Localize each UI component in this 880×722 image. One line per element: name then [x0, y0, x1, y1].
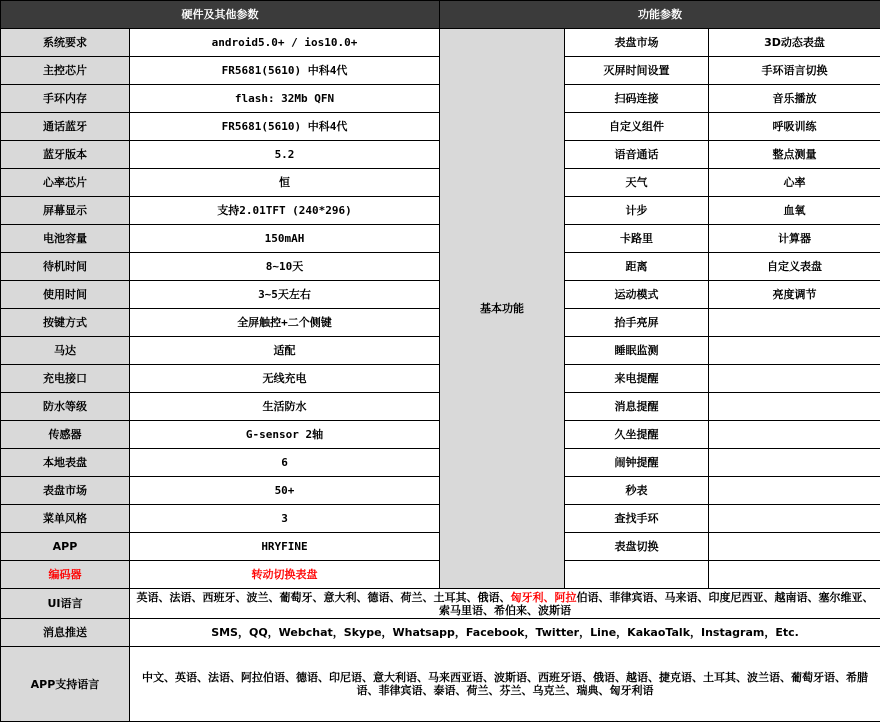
spec-row — [1, 29, 880, 57]
spec-value: 3 — [130, 505, 440, 533]
feature-item — [709, 421, 880, 449]
spec-value: android5.0+ / ios10.0+ — [130, 29, 440, 57]
spec-value: 生活防水 — [130, 393, 440, 421]
hardware-header: 硬件及其他参数 — [1, 1, 440, 29]
spec-label: 按键方式 — [1, 309, 130, 337]
spec-label: 主控芯片 — [1, 57, 130, 85]
feature-item — [709, 365, 880, 393]
spec-value: flash: 32Mb QFN — [130, 85, 440, 113]
app-language-label: APP支持语言 — [1, 647, 130, 722]
spec-label: 充电接口 — [1, 365, 130, 393]
spec-label: 使用时间 — [1, 281, 130, 309]
spec-label: 系统要求 — [1, 29, 130, 57]
ui-language-label: UI语言 — [1, 589, 130, 619]
ui-language-text: 英语、法语、西班牙、波兰、葡萄牙、意大利、德语、荷兰、土耳其、俄语、 — [137, 591, 511, 604]
spec-label: 防水等级 — [1, 393, 130, 421]
ui-language-value — [130, 589, 880, 619]
spec-value: 150mAH — [130, 225, 440, 253]
feature-item: 扫码连接 — [565, 85, 709, 113]
spec-value: 无线充电 — [130, 365, 440, 393]
spec-value: 3~5天左右 — [130, 281, 440, 309]
feature-item — [709, 477, 880, 505]
spec-label: 手环内存 — [1, 85, 130, 113]
feature-item: 睡眠监测 — [565, 337, 709, 365]
spec-value: 8~10天 — [130, 253, 440, 281]
push-row — [1, 619, 880, 647]
ui-language-text-rest: 伯语、菲律宾语、马来语、印度尼西亚、越南语、塞尔维亚、索马里语、希伯来、波斯语 — [439, 591, 874, 617]
spec-label: 编码器 — [1, 561, 130, 589]
spec-label: 待机时间 — [1, 253, 130, 281]
spec-value: 6 — [130, 449, 440, 477]
ui-language-row — [1, 589, 880, 619]
spec-value: FR5681(5610) 中科4代 — [130, 57, 440, 85]
spec-label: 蓝牙版本 — [1, 141, 130, 169]
spec-label: 电池容量 — [1, 225, 130, 253]
feature-item — [565, 561, 709, 589]
feature-item: 亮度调节 — [709, 281, 880, 309]
spec-value: 5.2 — [130, 141, 440, 169]
spec-value: FR5681(5610) 中科4代 — [130, 113, 440, 141]
feature-item — [709, 561, 880, 589]
spec-label: 表盘市场 — [1, 477, 130, 505]
app-language-value: 中文、英语、法语、阿拉伯语、德语、印尼语、意大利语、马来西亚语、波斯语、西班牙语、俄语、越语、捷克语、土耳其、波兰语、葡萄牙语、希腊语、菲律宾语、泰语、荷兰、芬兰、乌克兰、瑞典、匈牙利语 — [130, 647, 880, 722]
push-label: 消息推送 — [1, 619, 130, 647]
spec-label: 屏幕显示 — [1, 197, 130, 225]
feature-item: 计算器 — [709, 225, 880, 253]
app-language-row — [1, 647, 880, 722]
feature-item — [709, 533, 880, 561]
feature-item: 闹钟提醒 — [565, 449, 709, 477]
spec-value: 50+ — [130, 477, 440, 505]
feature-item: 计步 — [565, 197, 709, 225]
feature-item: 手环语言切换 — [709, 57, 880, 85]
spec-value: HRYFINE — [130, 533, 440, 561]
feature-item: 卡路里 — [565, 225, 709, 253]
feature-item: 自定义组件 — [565, 113, 709, 141]
spec-value: 全屏触控+二个侧键 — [130, 309, 440, 337]
feature-item: 查找手环 — [565, 505, 709, 533]
push-value: SMS，QQ，Webchat，Skype，Whatsapp，Facebook，Twitter，Line，KakaoTalk，Instagram，Etc. — [130, 619, 880, 647]
feature-item: 距离 — [565, 253, 709, 281]
spec-value: 适配 — [130, 337, 440, 365]
feature-item: 运动模式 — [565, 281, 709, 309]
spec-label: 本地表盘 — [1, 449, 130, 477]
feature-item: 灭屏时间设置 — [565, 57, 709, 85]
spec-value: 转动切换表盘 — [130, 561, 440, 589]
feature-item — [709, 505, 880, 533]
feature-item: 天气 — [565, 169, 709, 197]
spec-label: APP — [1, 533, 130, 561]
feature-item — [709, 309, 880, 337]
feature-item: 血氧 — [709, 197, 880, 225]
feature-item — [709, 393, 880, 421]
spec-value: 恒 — [130, 169, 440, 197]
feature-section-label: 基本功能 — [440, 29, 565, 589]
feature-item: 消息提醒 — [565, 393, 709, 421]
spec-label: 心率芯片 — [1, 169, 130, 197]
feature-item: 抬手亮屏 — [565, 309, 709, 337]
feature-item: 3D动态表盘 — [709, 29, 880, 57]
feature-item: 来电提醒 — [565, 365, 709, 393]
header-row — [1, 1, 880, 29]
features-header: 功能参数 — [440, 1, 880, 29]
feature-item: 久坐提醒 — [565, 421, 709, 449]
feature-item: 自定义表盘 — [709, 253, 880, 281]
feature-item: 音乐播放 — [709, 85, 880, 113]
feature-item — [709, 337, 880, 365]
spec-value: 支持2.01TFT (240*296) — [130, 197, 440, 225]
feature-item: 秒表 — [565, 477, 709, 505]
spec-label: 传感器 — [1, 421, 130, 449]
feature-item: 表盘市场 — [565, 29, 709, 57]
feature-item: 语音通话 — [565, 141, 709, 169]
feature-item — [709, 449, 880, 477]
feature-item: 整点测量 — [709, 141, 880, 169]
feature-item: 表盘切换 — [565, 533, 709, 561]
spec-label: 通话蓝牙 — [1, 113, 130, 141]
feature-item: 呼吸训练 — [709, 113, 880, 141]
spec-label: 马达 — [1, 337, 130, 365]
feature-item: 心率 — [709, 169, 880, 197]
ui-language-highlight: 匈牙利、阿拉 — [511, 591, 577, 604]
spec-value: G-sensor 2轴 — [130, 421, 440, 449]
spec-label: 菜单风格 — [1, 505, 130, 533]
